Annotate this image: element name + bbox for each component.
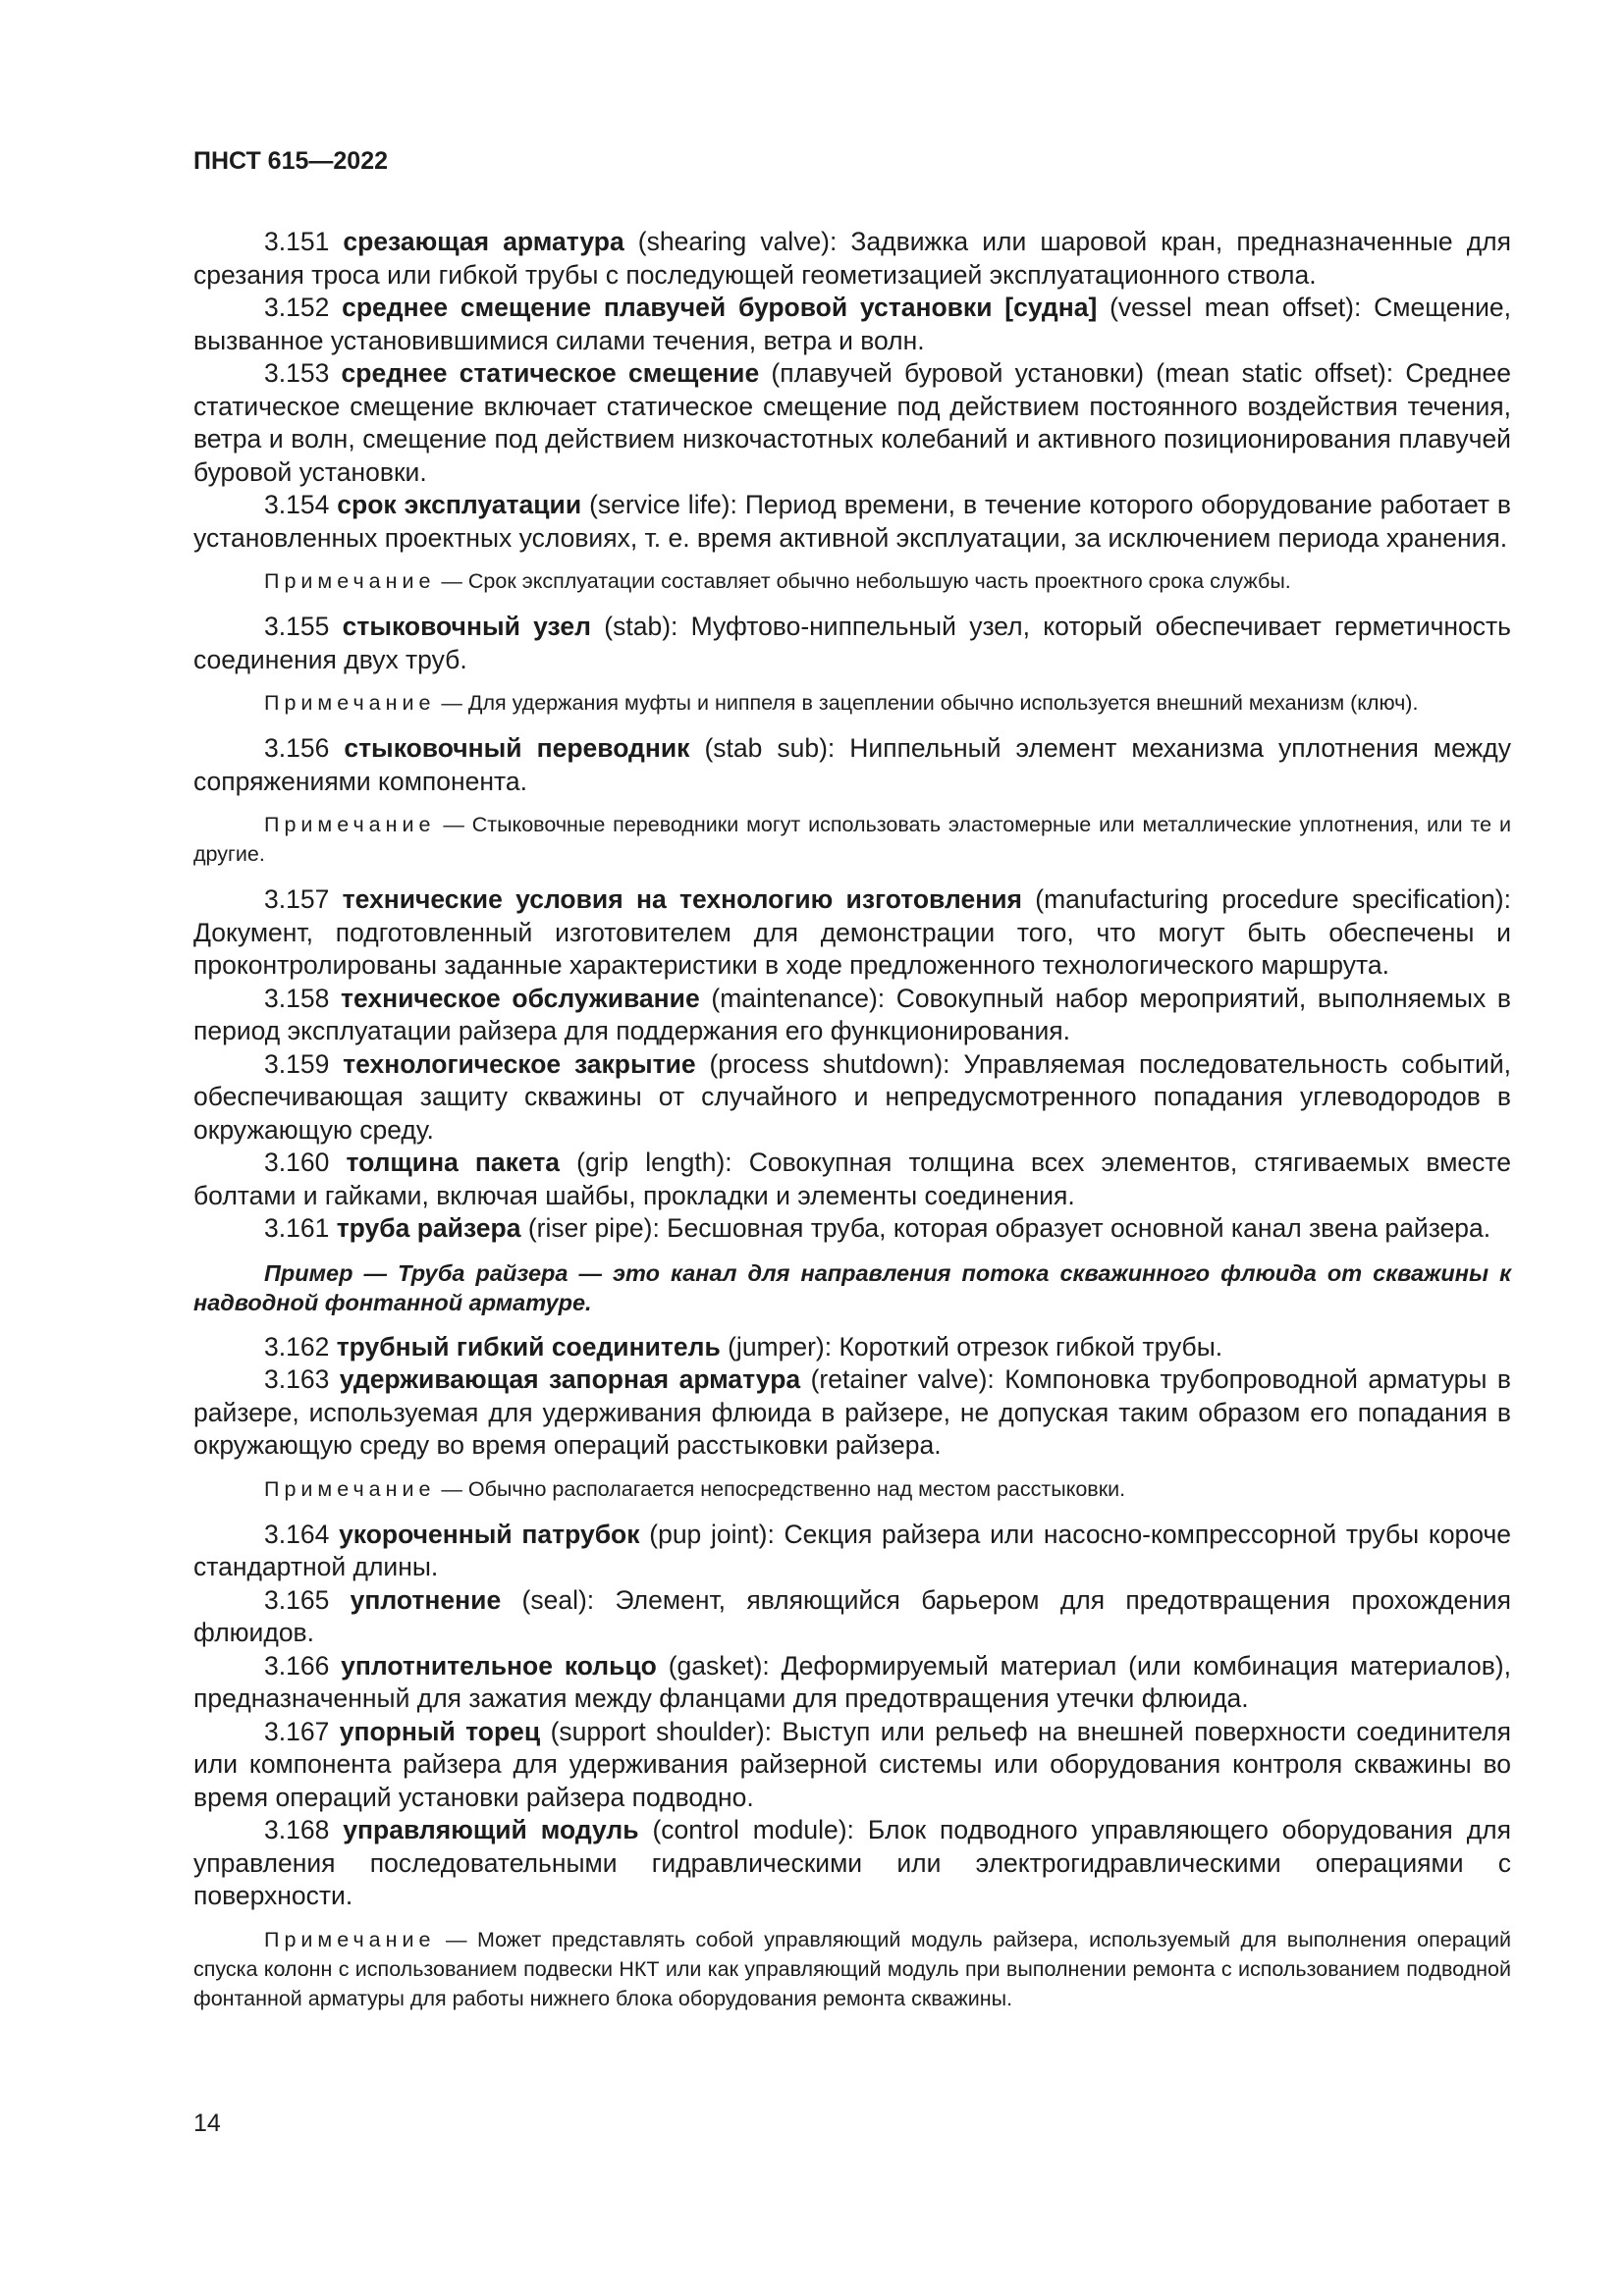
entry-definition: (stab sub): Ниппельный элемент механизма уплотнения между сопряжениями компонента. [193,733,1511,796]
entry-note: Примечание — Обычно располагается непосредственно над местом расстыковки. [264,1476,1126,1501]
term-entry [193,1584,1511,1650]
note-text: Обычно располагается непосредственно над местом расстыковки. [467,1476,1126,1501]
entry-term: трубный гибкий соединитель [336,1331,721,1362]
term-entry [193,357,1511,489]
term-entry [193,292,1511,357]
term-entry [193,1048,1511,1148]
entry-number: 3.168 [264,1815,330,1844]
entry-term: стыковочный переводник [344,733,690,763]
entry-term: срок эксплуатации [337,490,582,519]
entry-number: 3.159 [264,1048,330,1079]
entry-note: Примечание — Срок эксплуатации составляет обычно небольшую часть проектного срока службы. [264,569,1291,593]
entry-term: толщина пакета [346,1148,561,1177]
entry-term: уплотнение [350,1584,502,1615]
entry-definition: (control module): Блок подводного управляющего оборудования для управления последовательными гидравлическими или электрогидравлическими операциями с поверхности. [193,1815,1511,1910]
term-entry [193,611,1511,676]
entry-number: 3.165 [264,1584,330,1615]
entry-number: 3.152 [264,293,330,322]
note-label: Примечание [264,813,436,836]
entry-number: 3.167 [264,1716,330,1746]
note-label: Примечание [264,1476,436,1501]
entry-example: Пример — Труба райзера — это канал для направления потока скважинного флюида от скважины к надводной фонтанной арматуре. [193,1259,1511,1315]
term-entry [193,732,1511,798]
entry-note: Примечание — Стыковочные переводники могут использовать эластомерные или металлические уплотнения, или те и другие. [193,813,1511,866]
document-header: ПНСТ 615—2022 [193,147,388,175]
entry-term: уплотнительное кольцо [341,1650,657,1681]
entry-number: 3.166 [264,1650,330,1681]
entry-definition: (service life): Период времени, в течение которого оборудование работает в установленных проектных условиях, т. е. время активной эксплуатации, за исключением периода хранения. [193,490,1511,553]
entry-term: укороченный патрубок [339,1519,640,1549]
entry-number: 3.154 [264,490,330,519]
term-entry [193,1363,1511,1463]
term-entry [193,226,1511,292]
entry-term: труба райзера [336,1213,521,1243]
entry-definition: (riser pipe): Бесшовная труба, которая образует основной канал звена райзера. [527,1213,1491,1243]
term-entry [193,1147,1511,1212]
note-text: Может представлять собой управляющий модуль райзера, используемый для выполнения операций спуска колонн с использованием подвески НКТ или как управляющий модуль при выполнении ремонта с использованием подводной фонтанной арматуры для работы нижнего блока оборудования ремонта скважины. [193,1927,1511,2010]
entry-term: удерживающая запорная арматура [339,1364,801,1394]
note-text: Для удержания муфты и ниппеля в зацеплении обычно используется внешний механизм (ключ). [467,691,1419,715]
term-entry [193,983,1511,1048]
entry-definition: (support shoulder): Выступ или рельеф на внешней поверхности соединителя или компонента райзера для удерживания райзерной системы или оборудования контроля скважины во время операций установки райзера подводно. [193,1716,1511,1812]
term-entry [193,1212,1511,1246]
entry-number: 3.161 [264,1213,330,1243]
entry-definition: (stab): Муфтово-ниппельный узел, который обеспечивает герметичность соединения двух труб. [193,612,1511,674]
entry-term: срезающая арматура [343,227,624,256]
entry-term: технические условия на технологию изготовления [342,884,1022,914]
entry-note: Примечание — Для удержания муфты и ниппеля в зацеплении обычно используется внешний механизм (ключ). [264,691,1419,715]
entry-term: стыковочный узел [342,612,591,641]
entry-number: 3.157 [264,884,330,914]
term-entry [193,489,1511,555]
entry-definition: (seal): Элемент, являющийся барьером для предотвращения прохождения флюидов. [193,1584,1511,1647]
entry-definition: (плавучей буровой установки) (mean static offset): Среднее статическое смещение включает статическое смещение под действием постоянного воздействия течения, ветра и волн, смещение под действием низкочастотных колебаний и активного позиционирования плавучей буровой установки. [193,358,1511,487]
entry-number: 3.153 [264,358,330,388]
note-text: Стыковочные переводники могут использовать эластомерные или металлические уплотнения, или те и другие. [193,813,1511,866]
entry-definition: (vessel mean offset): Смещение, вызванное установившимися силами течения, ветра и волн. [193,293,1512,355]
entry-number: 3.162 [264,1331,330,1362]
page-number: 14 [193,2109,221,2137]
entry-note: Примечание — Может представлять собой управляющий модуль райзера, используемый для выполнения операций спуска колонн с использованием подвески НКТ или как управляющий модуль при выполнении ремонта с использованием подводной фонтанной арматуры для работы нижнего блока оборудования ремонта скважины. [193,1927,1511,2010]
entry-number: 3.164 [264,1519,330,1549]
note-label: Примечание [264,1927,436,1951]
term-entry [193,1519,1511,1584]
entry-term: технологическое закрытие [343,1048,696,1079]
document-body [193,226,1511,2028]
entry-number: 3.156 [264,733,330,763]
entry-definition: (process shutdown): Управляемая последовательность событий, обеспечивающая защиту скважины от случайного и непредусмотренного попадания углеводородов в окружающую среду. [193,1048,1511,1145]
entry-definition: (retainer valve): Компоновка трубопроводной арматуры в райзере, используемая для удерживания флюида в райзере, не допуская таким образом его попадания в окружающую среду во время операций расстыковки райзера. [193,1364,1511,1460]
note-label: Примечание [264,569,436,593]
term-entry [193,1814,1511,1913]
entry-definition: (gasket): Деформируемый материал (или комбинация материалов), предназначенный для зажатия между фланцами для предотвращения утечки флюида. [193,1650,1511,1713]
note-text: Срок эксплуатации составляет обычно небольшую часть проектного срока службы. [467,569,1291,593]
entry-definition: (pup joint): Секция райзера или насосно-компрессорной трубы короче стандартной длины. [193,1519,1511,1581]
entry-definition: (jumper): Короткий отрезок гибкой трубы. [728,1331,1223,1362]
term-entry [193,883,1511,983]
entry-term: техническое обслуживание [341,983,700,1013]
term-entry [193,1716,1511,1815]
entry-definition: (manufacturing procedure specification): Документ, подготовленный изготовителем для демонстрации того, что могут быть обеспечены и проконтролированы заданные характеристики в ходе предложенного технологического маршрута. [193,884,1511,980]
entry-number: 3.158 [264,983,330,1013]
entry-term: управляющий модуль [343,1815,639,1844]
term-entry [193,1331,1511,1364]
entry-number: 3.160 [264,1148,330,1177]
entry-term: среднее смещение плавучей буровой установки [судна] [342,293,1098,322]
entry-definition: (maintenance): Совокупный набор мероприятий, выполняемых в период эксплуатации райзера для поддержания его функционирования. [193,983,1511,1045]
term-entry [193,1650,1511,1716]
entry-term: упорный торец [339,1716,541,1746]
entry-number: 3.155 [264,612,330,641]
entry-definition: (grip length): Совокупная толщина всех элементов, стягиваемых вместе болтами и гайками, включая шайбы, прокладки и элементы соединения. [193,1148,1511,1210]
entry-number: 3.163 [264,1364,330,1394]
entry-term: среднее статическое смещение [341,358,760,388]
note-label: Примечание [264,691,436,715]
entry-definition: (shearing valve): Задвижка или шаровой кран, предназначенные для срезания троса или гибкой трубы с последующей геометизацией эксплуатационного ствола. [193,227,1511,290]
entry-number: 3.151 [264,227,330,256]
